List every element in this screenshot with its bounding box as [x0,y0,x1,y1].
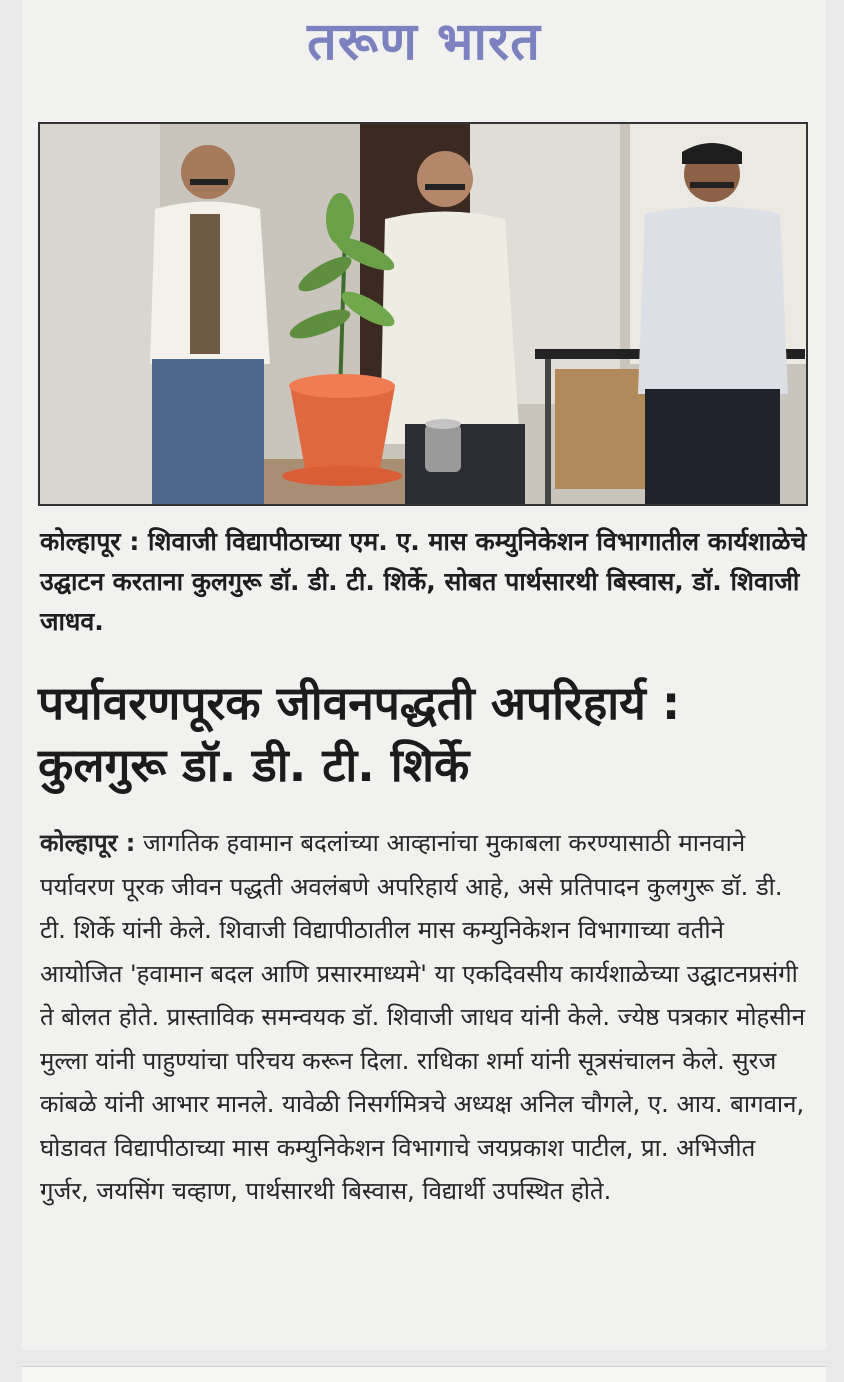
article-body [40,822,810,1214]
article-dateline: कोल्हापूर : [40,829,136,857]
photo-caption: कोल्हापूर : शिवाजी विद्यापीठाच्या एम. ए. मास कम्युनिकेशन विभागातील कार्यशाळेचे उद्घाटन करताना कुलगुरू डॉ. डी. टी. शिर्के, सोबत पार्थसारथी बिस्वास, डॉ. शिवाजी जाधव. [40,527,807,636]
newspaper-masthead: तरूण भारत [307,12,541,72]
tree-planting-photo [40,124,806,504]
water-jug [425,419,461,472]
news-photo [38,122,808,506]
article-headline: पर्यावरणपूरक जीवनपद्धती अपरिहार्य : कुलगुरू डॉ. डी. टी. शिर्के [38,676,681,792]
next-clipping-edge [22,1366,826,1382]
newspaper-clipping [22,0,826,1350]
article-body-text: जागतिक हवामान बदलांच्या आव्हानांचा मुकाबला करण्यासाठी मानवाने पर्यावरण पूरक जीवन पद्धती अवलंबणे अपरिहार्य आहे, असे प्रतिपादन कुलगुरू डॉ. डी. टी. शिर्के यांनी केले. शिवाजी विद्यापीठातील मास कम्युनिकेशन विभागाच्या वतीने आयोजित 'हवामान बदल आणि प्रसारमाध्यमे' या एकदिवसीय कार्यशाळेच्या उद्घाटनप्रसंगी ते बोलत होते. प्रास्ताविक समन्वयक डॉ. शिवाजी जाधव यांनी केले. ज्येष्ठ पत्रकार मोहसीन मुल्ला यांनी पाहुण्यांचा परिचय करून दिला. राधिका शर्मा यांनी सूत्रसंचालन केले. सुरज कांबळे यांनी आभार मानले. यावेळी निसर्गमित्रचे अध्यक्ष अनिल चौगले, ए. आय. बागवान, घोडावत विद्यापीठाच्या मास कम्युनिकेशन विभागाचे जयप्रकाश पाटील, प्रा. अभिजीत गुर्जर, जयसिंग चव्हाण, पार्थसारथी बिस्वास, विद्यार्थी उपस्थित होते. [40,829,806,1205]
